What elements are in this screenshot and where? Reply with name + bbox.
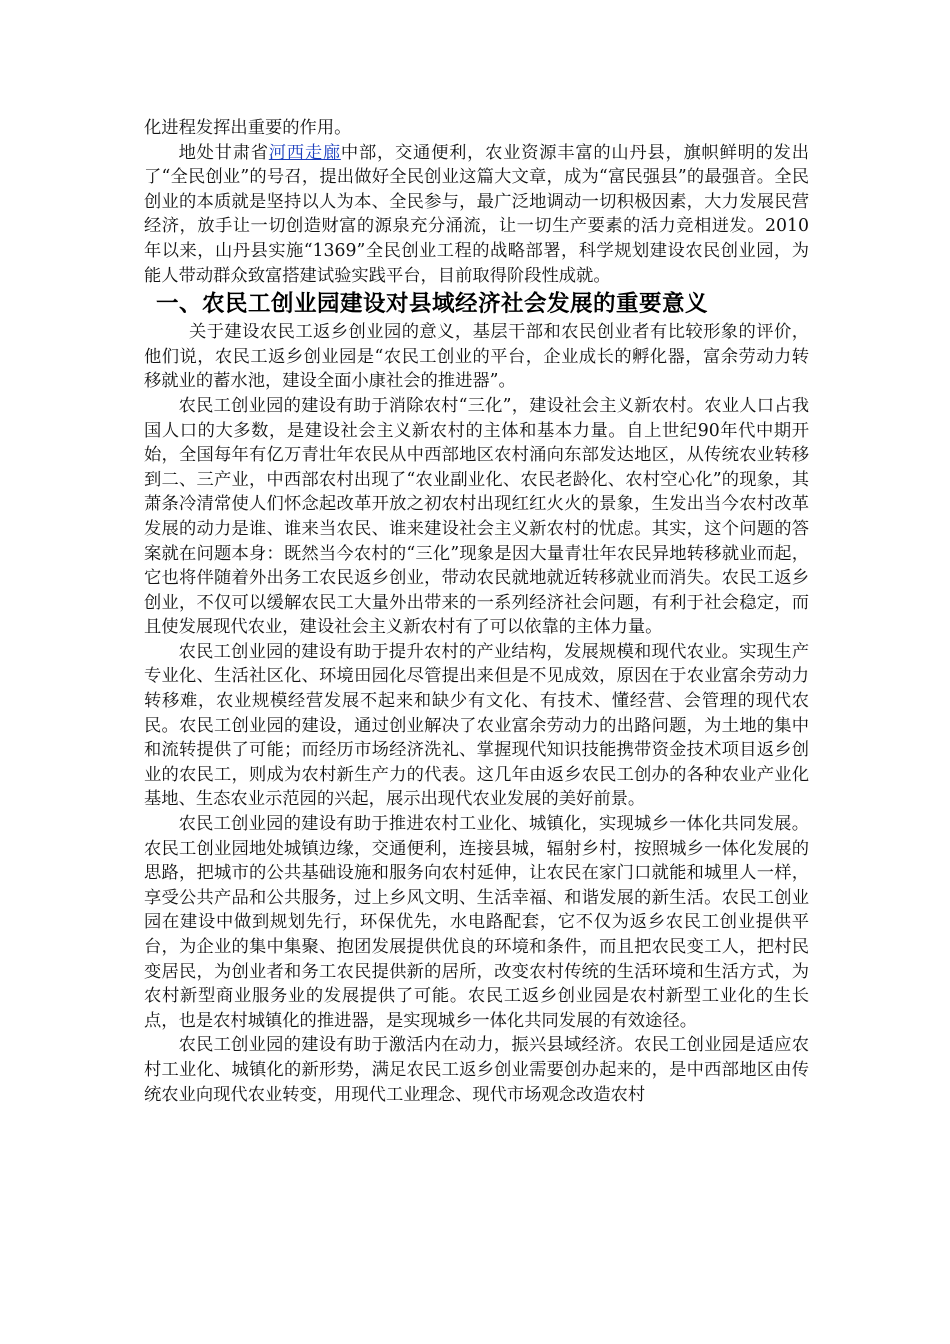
document-body (144, 116, 809, 1107)
section-heading: 一、农民工创业园建设对县域经济社会发展的重要意义 (156, 291, 709, 318)
paragraph-county-economy: 农民工创业园的建设有助于激活内在动力，振兴县域经济。农民工创业园是适应农村工业化、城镇化的新形势，满足农民工返乡创业需要创办起来的，是中西部地区由传统农业向现代农业转变，用现代工业理念、现代市场观念改造农村 (144, 1035, 809, 1105)
paragraph-continuation: 化进程发挥出重要的作用。 (144, 118, 352, 138)
paragraph-text: 中部，交通便利，农业资源丰富的山丹县，旗帜鲜明的发出了“全民创业”的号召，提出做好全民创业这篇大文章，成为“富民强县”的最强音。全民创业的本质就是坚持以人为本、全民参与，最广泛地调动一切积极因素，大力发展民营经济，放手让一切创造财富的源泉充分涌流，让一切生产要素的活力竞相迸发。2010年以来，山丹县实施“1369”全民创业工程的战略部署，科学规划建设农民创业园，为能人带动群众致富搭建试验实践平台，目前取得阶段性成就。 (144, 142, 809, 286)
paragraph-shandan-intro (144, 141, 809, 289)
paragraph-industry-structure: 农民工创业园的建设有助于提升农村的产业结构，发展规模和现代农业。实现生产专业化、生活社区化、环境田园化尽管提出来但是不见成效，原因在于农业富余劳动力转移难，农业规模经营发展不起来和缺少有文化、有技术、懂经营、会管理的现代农民。农民工创业园的建设，通过创业解决了农业富余劳动力的出路问题，为土地的集中和流转提供了可能；而经历市场经济洗礼、掌握现代知识技能携带资金技术项目返乡创业的农民工，则成为农村新生产力的代表。这几年由返乡农民工创办的各种农业产业化基地、生态农业示范园的兴起，展示出现代农业发展的美好前景。 (144, 641, 809, 810)
paragraph-new-countryside: 农民工创业园的建设有助于消除农村“三化”，建设社会主义新农村。农业人口占我国人口的大多数，是建设社会主义新农村的主体和基本力量。自上世纪90年代中期开始，全国每年有亿万青壮年农民从中西部地区农村涌向东部发达地区，从传统农业转移到二、三产业，中西部农村出现了“农业副业化、农民老龄化、农村空心化”的现象，其萧条冷清常使人们怀念起改革开放之初农村出现红红火火的景象，生发出当今农村改革发展的动力是谁、谁来当农民、谁来建设社会主义新农村的忧虑。其实，这个问题的答案就在问题本身：既然当今农村的“三化”现象是因大量青壮年农民异地转移就业而起，它也将伴随着外出务工农民返乡创业，带动农民就地就近转移就业而消失。农民工返乡创业，不仅可以缓解农民工大量外出带来的一系列经济社会问题，有利于社会稳定，而且使发展现代农业，建设社会主义新农村有了可以依靠的主体力量。 (144, 395, 809, 638)
paragraph-significance: 关于建设农民工返乡创业园的意义，基层干部和农民创业者有比较形象的评价，他们说，农民工返乡创业园是“农民工创业的平台，企业成长的孵化器，富余劳动力转移就业的蓄水池，建设全面小康社会的推进器”。 (144, 322, 809, 392)
hexi-corridor-link[interactable]: 河西走廊 (268, 142, 341, 163)
paragraph-text: 地处甘肃省 (178, 142, 269, 163)
paragraph-urbanization: 农民工创业园的建设有助于推进农村工业化、城镇化，实现城乡一体化共同发展。农民工创业园地处城镇边缘，交通便利，连接县城，辐射乡村，按照城乡一体化发展的思路，把城市的公共基础设施和服务向农村延伸，让农民在家门口就能和城里人一样，享受公共产品和公共服务，过上乡风文明、生活幸福、和谐发展的新生活。农民工创业园在建设中做到规划先行，环保优先，水电路配套，它不仅为返乡农民工创业提供平台，为企业的集中集聚、抱团发展提供优良的环境和条件，而且把农民变工人，把村民变居民，为创业者和务工农民提供新的居所，改变农村传统的生活环境和生活方式，为农村新型商业服务业的发展提供了可能。农民工返乡创业园是农村新型工业化的生长点，也是农村城镇化的推进器，是实现城乡一体化共同发展的有效途径。 (144, 814, 809, 1031)
